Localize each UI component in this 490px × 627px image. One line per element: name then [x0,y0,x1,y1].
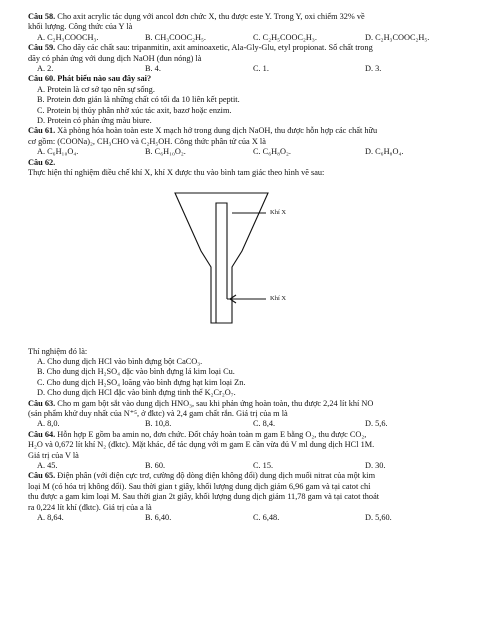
question-63 [28,399,468,430]
question-62 [28,158,468,399]
question-text: Thực hiện thí nghiệm điều chế khí X, khí X được thu vào bình tam giác theo hình vẽ sau: [28,168,325,178]
answer-options [28,64,468,74]
option-c: C. C₆H₈O₂. [253,147,291,157]
option-d: D. 5,6. [365,419,388,429]
question-text: H₂O và 0,672 lít khí N₂ (đktc). Mặt khác, để tác dụng với m gam E cần vừa đủ V ml dung dịch HCl 1M. [28,440,375,450]
option-d: D. C₆H₈O₄. [365,147,404,157]
apparatus-drawing [28,179,468,347]
apparatus-diagram [28,179,468,347]
question-text: Hỗn hợp E gồm ba amin no, đơn chức. Đốt cháy hoàn toàn m gam E bằng O₂, thu được CO₂, [57,429,367,439]
answer-options [28,147,468,157]
question-59 [28,43,468,74]
question-text: Cho axit acrylic tác dụng với ancol đơn chức X, thu được este Y. Trong Y, oxi chiếm 32% về [57,12,365,21]
option-a: A. C₆H₁₀O₄. [37,147,79,157]
question-text: ra 0,224 lít khí (đktc). Giá trị của a là [28,502,152,512]
question-text: Phát biểu nào sau đây sai? [57,74,152,84]
option-c: C. C₂H₅COOC₂H₃. [253,32,317,42]
option-b: B. 60. [145,460,166,470]
question-65 [28,471,468,523]
question-number: Câu 59. [28,43,56,53]
option-a: A. Protein là cơ sở tạo nên sự sống. [37,84,155,94]
question-number: Câu 63. [28,398,56,408]
answer-options [28,33,468,43]
option-a: A. 45. [37,460,58,470]
option-c: C. 8,4. [253,419,276,429]
question-text: khối lượng. Công thức của Y là [28,22,133,32]
question-number: Câu 62. [28,157,56,167]
option-d: D. Cho dung dịch HCl đặc vào bình đựng tinh thể K₂Cr₂O₇. [37,388,236,398]
option-d: D. 30. [365,460,386,470]
answer-options [28,513,468,523]
question-text: Cho dãy các chất sau: tripanmitin, axit aminoaxetic, Ala-Gly-Glu, etyl propionat. Số chất trong [57,43,373,53]
option-d: D. Protein có phản ứng màu biure. [37,116,152,126]
question-number: Câu 58. [28,12,56,21]
question-64 [28,430,468,472]
option-d: D. 3. [365,64,382,74]
answer-options [28,461,468,471]
option-c: C. Protein bị thủy phân nhờ xúc tác axit, bazơ hoặc enzim. [37,105,232,115]
question-text: Thí nghiệm đó là: [28,346,88,356]
option-c: C. 15. [253,460,274,470]
question-text: loại M (có hóa trị không đổi). Sau thời gian t giây, khối lượng dung dịch giảm 6,96 gam và tại catot chỉ [28,481,371,491]
question-61 [28,126,468,157]
label-gas-bottom: Khí X [270,294,287,302]
question-number: Câu 60. [28,74,56,84]
question-number: Câu 65. [28,471,56,481]
option-d: D. 5,60. [365,513,392,522]
option-b: B. Cho dung dịch H₂SO₄ đặc vào bình đựng lá kim loại Cu. [37,367,235,377]
question-58 [28,12,468,43]
question-text: thu được a gam kim loại M. Sau thời gian 2t giây, khối lượng dung dịch giảm 11,78 gam và tại catot thoát [28,492,380,502]
option-a: A. 2. [37,64,54,74]
question-text: Giá trị của V là [28,450,79,460]
exam-page [28,12,468,523]
option-a: A. Cho dung dịch HCl vào bình đựng bột CaCO₃. [37,356,203,366]
option-c: C. 1. [253,64,269,74]
option-b: B. CH₃COOC₂H₅. [145,32,207,42]
option-c: C. 6,48. [253,513,280,522]
option-b: B. Protein đơn giản là những chất có tối đa 10 liên kết peptit. [37,95,240,105]
question-text: Cho m gam bột sắt vào dung dịch HNO₃, sau khi phản ứng hoàn toàn, thu được 2,24 lít khí NO [57,398,374,408]
option-a: A. 8,0. [37,419,60,429]
option-a: A. 8,64. [37,513,64,522]
option-d: D. C₂H₃COOC₂H₅. [365,32,430,42]
question-text: Xà phòng hóa hoàn toàn este X mạch hở trong dung dịch NaOH, thu được hỗn hợp các chất hữu [57,126,378,136]
question-text: (sản phẩm khử duy nhất của N⁺⁵, ở đktc) và 2,4 gam chất rắn. Giá trị của m là [28,408,288,418]
answer-options [28,419,468,429]
option-b: B. C₆H₁₀O₂. [145,147,186,157]
option-b: B. 6,40. [145,513,172,522]
label-gas-top: Khí X [270,208,287,216]
option-c: C. Cho dung dịch H₂SO₄ loãng vào bình đựng hạt kim loại Zn. [37,377,246,387]
question-60 [28,74,468,126]
inner-tube [216,203,227,323]
question-number: Câu 64. [28,429,56,439]
question-text: dãy có phản ứng với dung dịch NaOH (đun nóng) là [28,53,202,63]
option-b: B. 10,8. [145,419,172,429]
question-text: cơ gồm: (COONa)₂, CH₃CHO và C₂H₅OH. Công thức phân tử của X là [28,136,266,146]
option-a: A. C₂H₃COOCH₃. [37,32,99,42]
option-b: B. 4. [145,64,161,74]
question-number: Câu 61. [28,126,56,136]
question-text: Điện phân (với điện cực trơ, cường độ dòng điện không đổi) dung dịch muối nitrat của một kim [57,471,376,481]
